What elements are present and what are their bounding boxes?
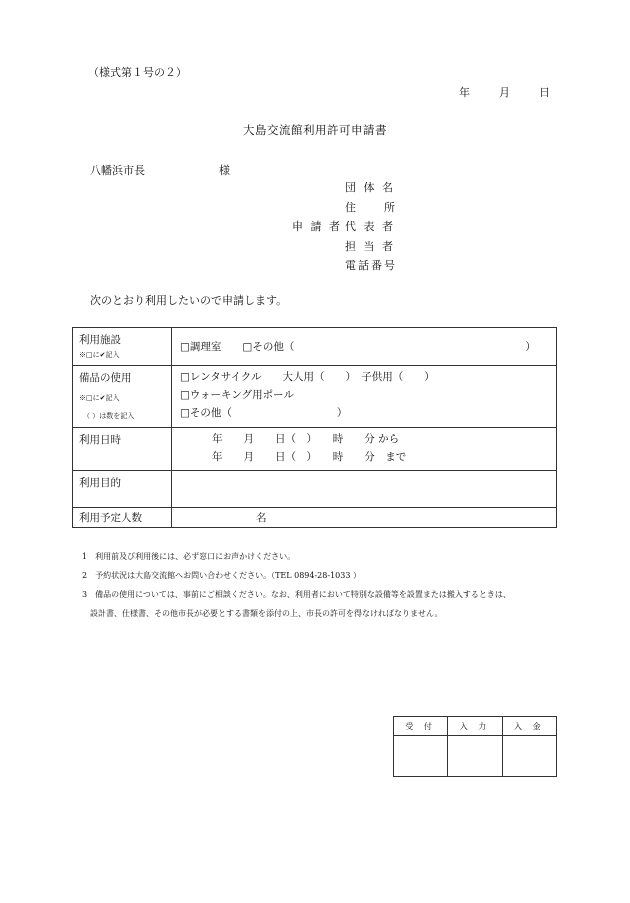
addressee	[90, 162, 230, 178]
datetime-from[interactable]: 年 月 日（ ） 時 分 から	[212, 433, 400, 445]
equipment-walking-pole[interactable]: □ウォーキング用ポール	[180, 389, 294, 401]
addressee-name: 八幡浜市長	[90, 164, 145, 177]
applicant-fields	[345, 178, 397, 276]
field-phone: 電話番号	[345, 259, 397, 272]
note-3-cont: 設計書、仕様書、その他市長が必要とする書類を添付の上、市長の許可を得なければなりません。	[82, 609, 443, 618]
equipment-label: 備品の使用	[79, 372, 132, 384]
count-label: 利用予定人数	[79, 512, 142, 524]
facility-note: ※□に✔記入	[79, 351, 120, 359]
document-title: 大島交流館利用許可申請書	[243, 123, 387, 137]
note-3: 3 備品の使用については、事前にご相談ください。なお、利用者において特別な設備等を設置または搬入するときは、	[82, 590, 511, 599]
field-org-name: 団 体 名	[345, 181, 395, 194]
row-datetime	[73, 428, 557, 471]
office-header-reception: 受 付	[394, 717, 448, 736]
applicant-label: 申 請 者	[292, 220, 342, 233]
row-purpose	[73, 471, 557, 508]
equipment-note-count: （ ）は数を記入	[83, 412, 135, 420]
office-cell-payment	[502, 736, 556, 777]
form-number: （様式第１号の２）	[88, 66, 187, 79]
note-2: 2 予約状況は大島交流館へお問い合わせください。（TEL 0894-28-1033 ）	[82, 571, 361, 580]
office-header-payment: 入 金	[502, 717, 556, 736]
field-address: 住 所	[345, 200, 397, 214]
row-equipment	[73, 366, 557, 428]
equipment-other[interactable]: □その他（ ）	[180, 407, 348, 419]
notes-list	[82, 547, 511, 623]
note-1: 1 利用前及び利用後には、必ず窓口にお声かけください。	[82, 552, 296, 561]
intro-text: 次のとおり利用したいので申請します。	[90, 294, 288, 307]
application-table	[72, 327, 557, 528]
row-facility	[73, 328, 557, 366]
equipment-rental-bicycle[interactable]: □レンタサイクル 大人用（ ） 子供用（ ）	[180, 371, 435, 383]
date-day: 日	[539, 86, 550, 99]
date-row	[459, 84, 550, 100]
count-unit: 名	[256, 512, 267, 524]
facility-options[interactable]: □調理室 □その他（ ）	[180, 341, 536, 353]
equipment-note-check: ※□に✔記入	[79, 394, 120, 402]
datetime-to[interactable]: 年 月 日（ ） 時 分 まで	[212, 451, 407, 463]
facility-label: 利用施設	[79, 334, 121, 346]
addressee-honorific: 様	[219, 164, 230, 177]
office-cell-reception	[394, 736, 448, 777]
purpose-label: 利用目的	[79, 477, 121, 489]
row-count	[73, 508, 557, 528]
office-header-input: 入 力	[448, 717, 502, 736]
field-representative: 代 表 者	[345, 220, 395, 233]
field-contact-person: 担 当 者	[345, 239, 395, 253]
date-month: 月	[499, 86, 510, 99]
date-year: 年	[459, 86, 470, 99]
office-use-table	[393, 716, 557, 777]
office-cell-input	[448, 736, 502, 777]
datetime-label: 利用日時	[79, 434, 121, 446]
